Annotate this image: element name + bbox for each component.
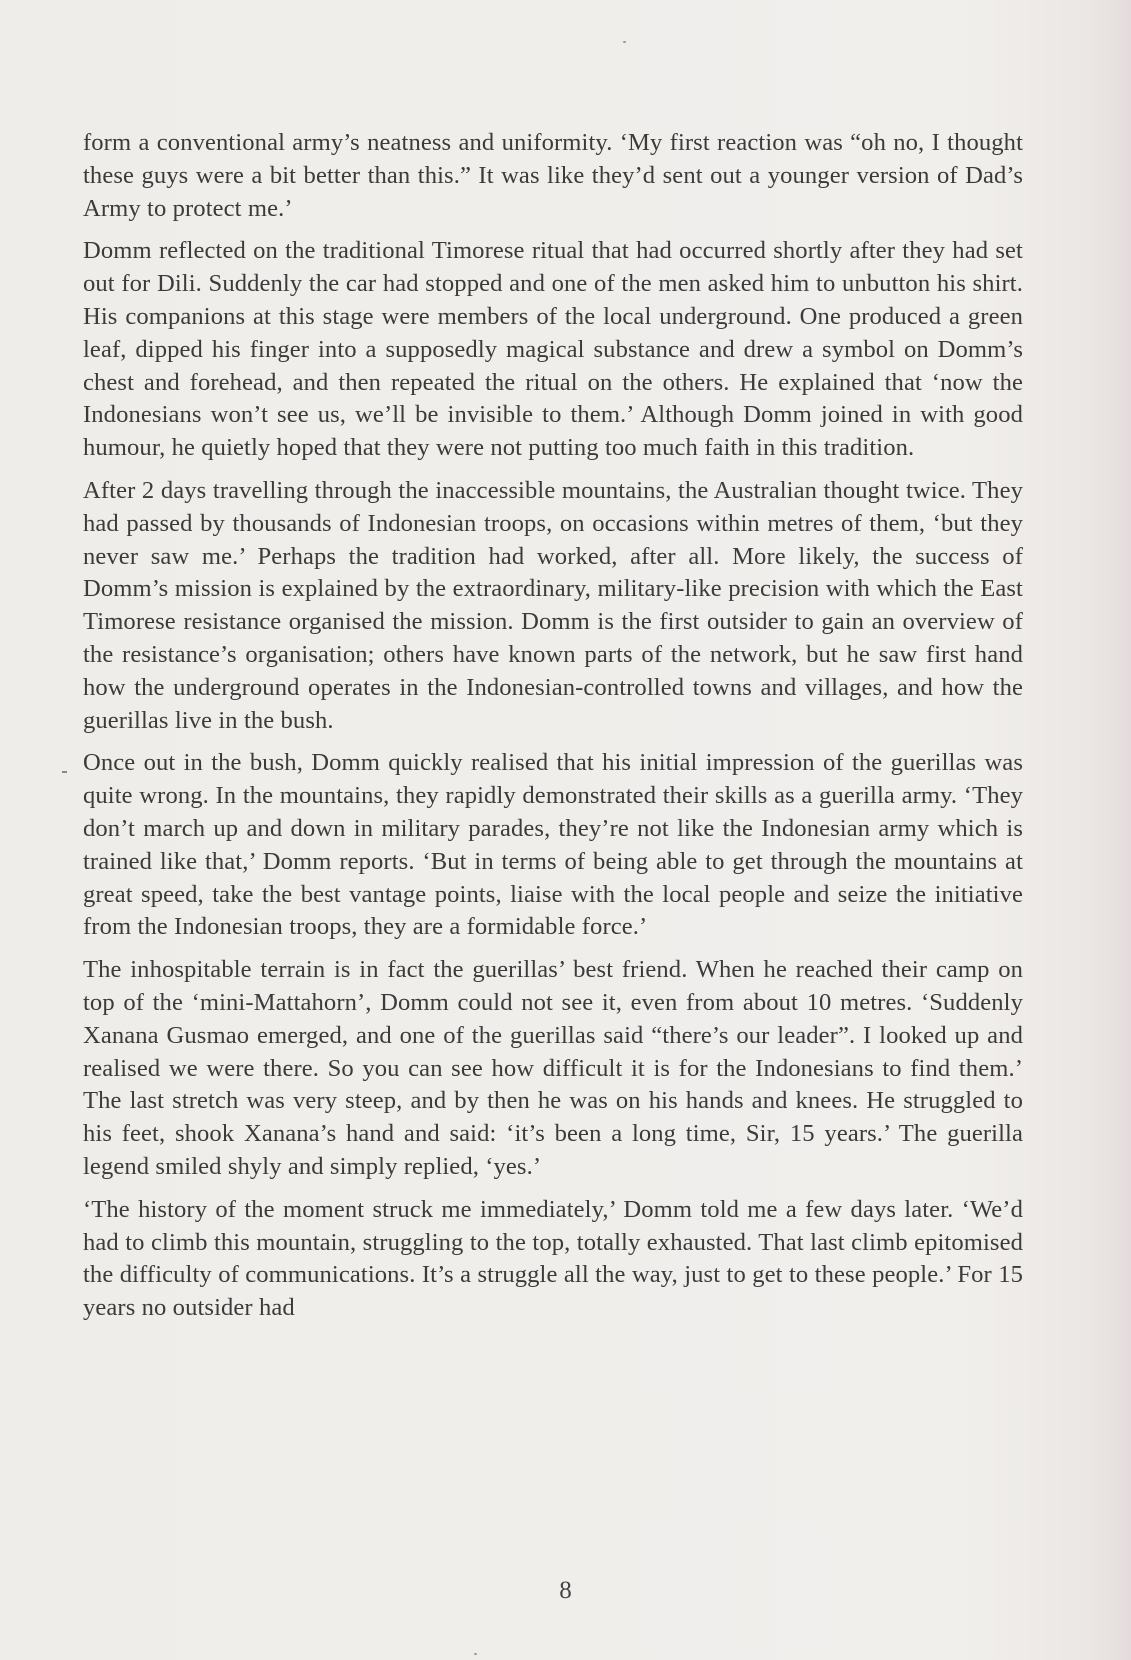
paragraph-3: After 2 days travelling through the inaccessible mountains, the Australian thought twice. They had passed by thousands of Indonesian troops, on occasions within metres of them, ‘but they never saw me.’ Perhaps the tradition had worked, after all. More likely, the success of Domm’s mission is explained by the extraordinary, military-like precision with which the East Timorese resistance organised the mission. Domm is the first outsider to gain an overview of the resistance’s organisation; others have known parts of the network, but he saw first hand how the underground operates in the Indonesian-controlled towns and villages, and how the guerillas live in the bush. [83, 476, 1023, 734]
paragraph-5: The inhospitable terrain is in fact the guerillas’ best friend. When he reached their camp on top of the ‘mini-Mattahorn’, Domm could not see it, even from about 10 metres. ‘Suddenly Xanana Gusmao emerged, and one of the guerillas said “there’s our leader”. I looked up and realised we were there. So you can see how difficult it is for the Indonesians to find them.’ The last stretch was very steep, and by then he was on his hands and knees. He struggled to his feet, shook Xanana’s hand and said: ‘it’s been a long time, Sir, 15 years.’ The guerilla legend smiled shyly and simply replied, ‘yes.’ [83, 956, 1023, 1180]
paragraph-2: Domm reflected on the traditional Timorese ritual that had occurred shortly after they had set out for Dili. Suddenly the car had stopped and one of the men asked him to unbutton his shirt. His companions at this stage were members of the local underground. One produced a green leaf, dipped his finger into a supposedly magical substance and drew a symbol on Domm’s chest and forehead, and then repeated the ritual on the others. He explained that ‘now the Indonesians won’t see us, we’ll be invisible to them.’ Although Domm joined in with good humour, he quietly hoped that they were not putting too much faith in this tradition. [83, 237, 1023, 462]
scan-speck-top [623, 41, 626, 43]
scan-margin-mark [62, 771, 67, 773]
paragraph-1: form a conventional army’s neatness and uniformity. ‘My first reaction was “oh no, I thought these guys were a bit better than this.” It was like they’d sent out a younger version of Dad’s Army to protect me.’ [83, 129, 1023, 222]
body-text [83, 127, 1023, 1335]
paragraph-6: ‘The history of the moment struck me immediately,’ Domm told me a few days later. ‘We’d had to climb this mountain, struggling to the top, totally exhausted. That last climb epitomised the difficulty of communications. It’s a struggle all the way, just to get to these people.’ For 15 years no outsider had [83, 1195, 1023, 1322]
paragraph-4: Once out in the bush, Domm quickly realised that his initial impression of the guerillas was quite wrong. In the mountains, they rapidly demonstrated their skills as a guerilla army. ‘They don’t march up and down in military parades, they’re not like the Indonesian army which is trained like that,’ Domm reports. ‘But in terms of being able to get through the mountains at great speed, take the best vantage points, liaise with the local people and seize the initiative from the Indonesian troops, they are a formidable force.’ [83, 749, 1023, 941]
scan-speck-bottom [474, 1653, 477, 1655]
page-number: 8 [559, 1577, 572, 1604]
